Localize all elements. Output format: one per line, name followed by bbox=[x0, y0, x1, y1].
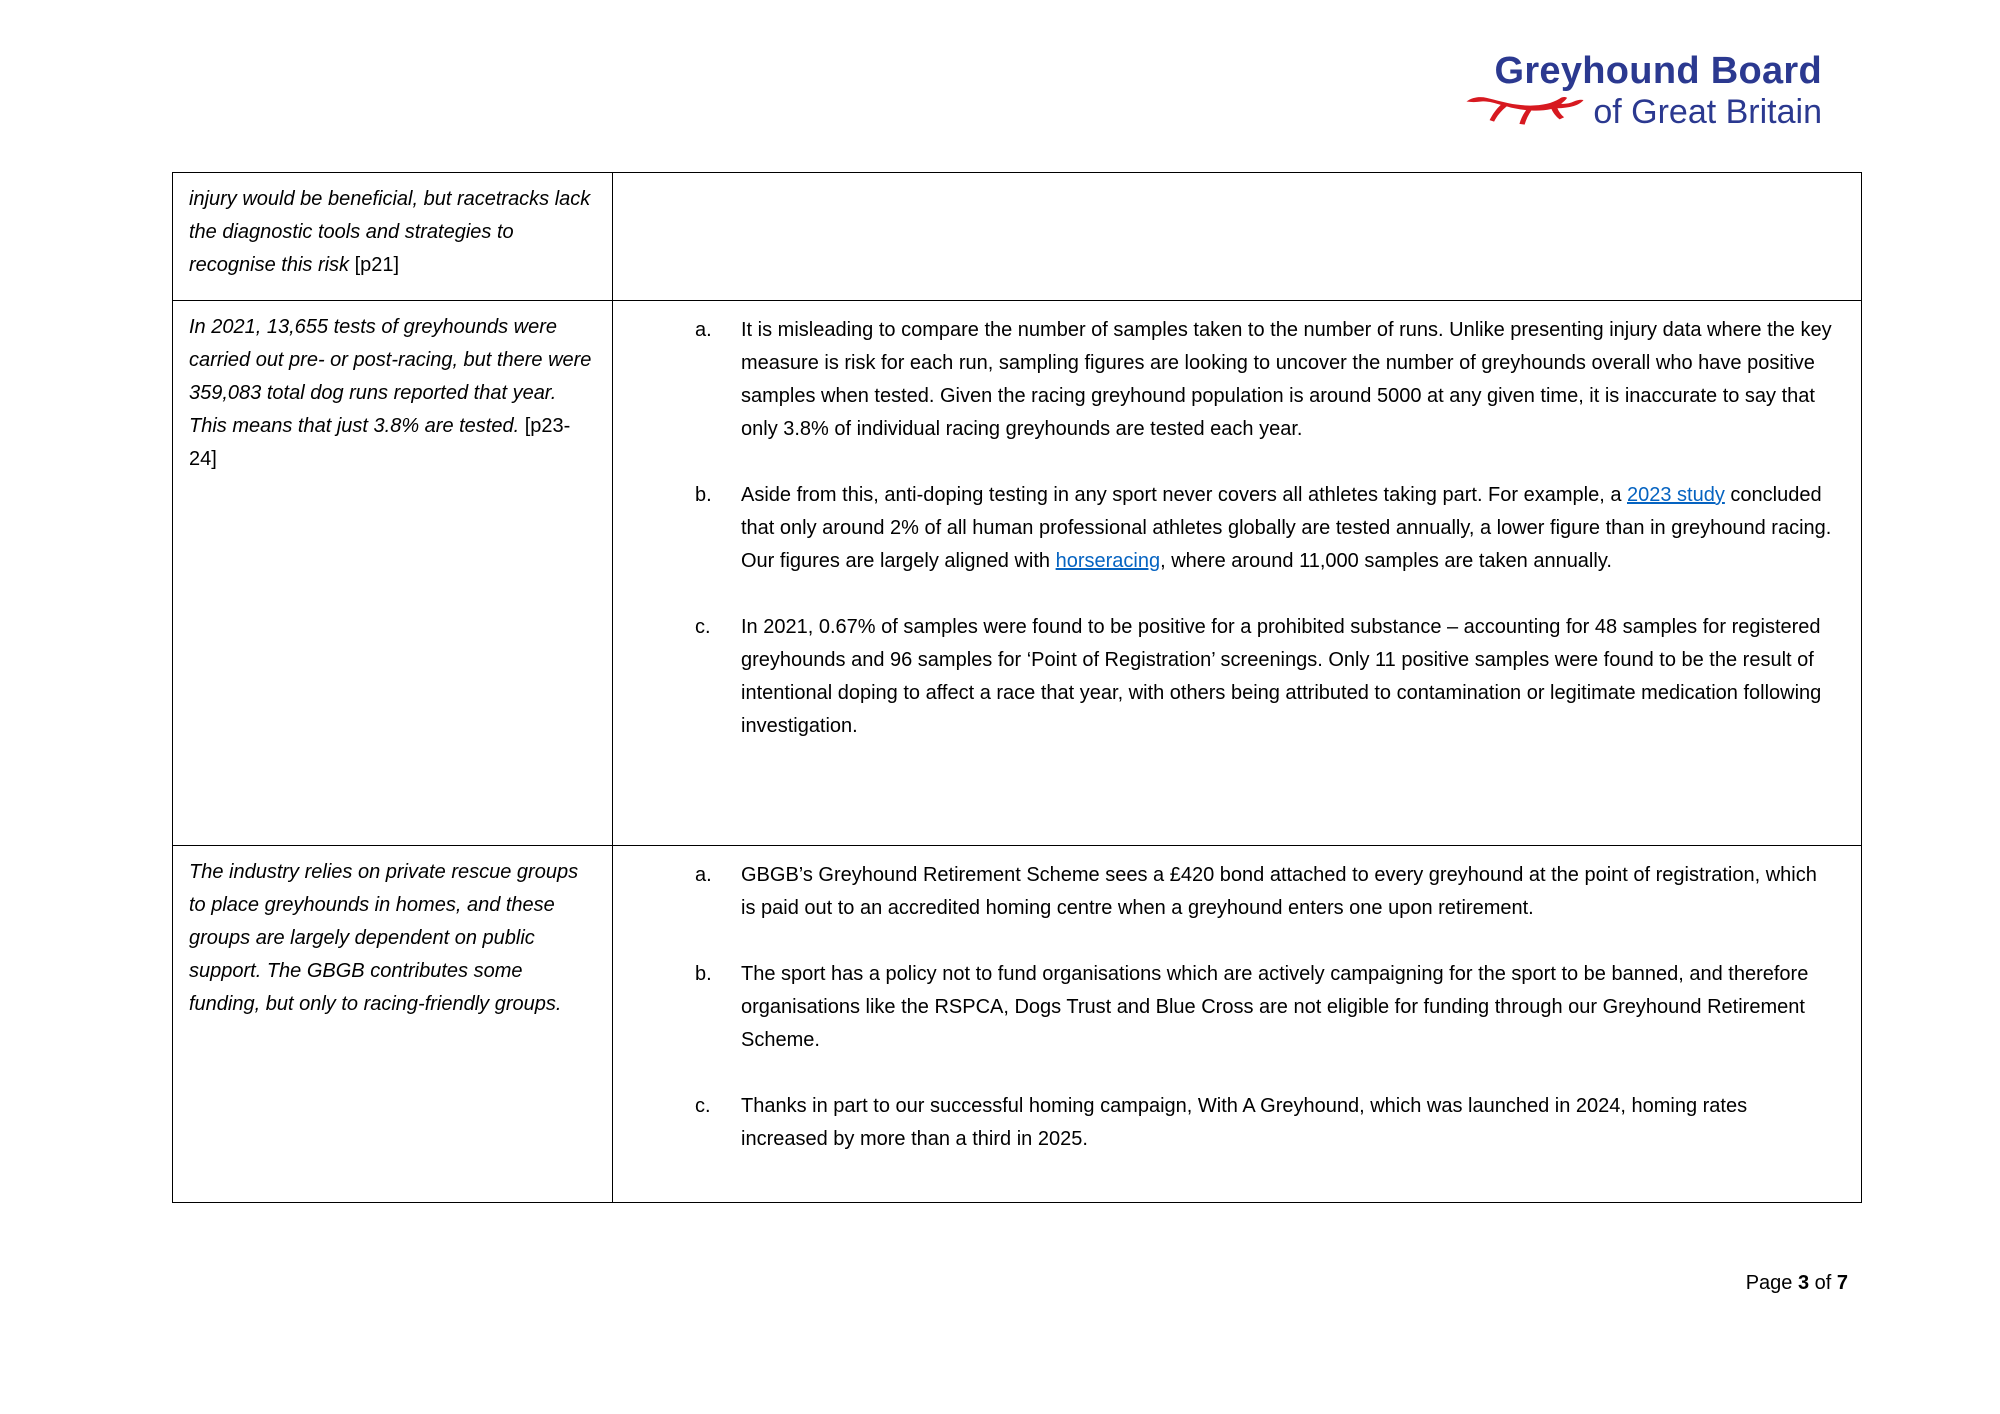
response-text-segment: The sport has a policy not to fund organisations which are actively campaigning for the sport to be banned, and therefore organisations like the RSPCA, Dogs Trust and Blue Cross are not eligible for funding through our Greyhound Retirement Scheme. bbox=[741, 963, 1809, 1051]
page-number-total: 7 bbox=[1836, 1272, 1848, 1294]
page-footer bbox=[1746, 1272, 1848, 1295]
response-item-label: c. bbox=[695, 1095, 711, 1117]
response-item-label: b. bbox=[695, 484, 712, 506]
response-text-segment: concluded that only around 2% of all human professional athletes globally are tested annually, a lower figure than in greyhound racing. Our figures are largely aligned with bbox=[741, 484, 1832, 572]
response-item bbox=[695, 859, 1833, 925]
page-number-current: 3 bbox=[1797, 1272, 1810, 1294]
greyhound-icon-path bbox=[1467, 97, 1584, 125]
claim-cell bbox=[173, 301, 613, 846]
response-cell bbox=[613, 301, 1862, 846]
response-item-text bbox=[741, 611, 1833, 743]
response-item-text bbox=[741, 859, 1833, 925]
response-text-segment: It is misleading to compare the number of samples taken to the number of runs. Unlike presenting injury data where the key measure is risk for each run, sampling figures are looking to uncover the number of greyhounds overall who have positive samples when tested. Given the racing greyhound population is around 5000 at any given time, it is inaccurate to say that only 3.8% of individual racing greyhounds are tested each year. bbox=[741, 319, 1832, 440]
response-cell bbox=[613, 173, 1862, 301]
page-number-middle: of bbox=[1809, 1272, 1837, 1294]
hyperlink[interactable]: 2023 study bbox=[1627, 484, 1725, 506]
response-text-segment: Thanks in part to our successful homing campaign, With A Greyhound, which was launched in 2024, homing rates increased by more than a third in 2025. bbox=[741, 1095, 1748, 1150]
response-text-segment: In 2021, 0.67% of samples were found to be positive for a prohibited substance – accounting for 48 samples for registered greyhounds and 96 samples for ‘Point of Registration’ screenings. Only 11 positive samples were found to be the result of intentional doping to affect a race that year, with others being attributed to contamination or legitimate medication following investigation. bbox=[741, 616, 1822, 737]
response-cell bbox=[613, 846, 1862, 1203]
claim-cell bbox=[173, 846, 613, 1203]
hyperlink[interactable]: horseracing bbox=[1055, 550, 1161, 572]
response-item-text bbox=[741, 1090, 1833, 1156]
gbgb-logo bbox=[1465, 50, 1822, 132]
logo-subtitle: of Great Britain bbox=[1593, 93, 1822, 131]
response-item bbox=[695, 611, 1833, 743]
claim-text-segment: injury would be beneficial, but racetracks lack the diagnostic tools and strategies to recognise this risk bbox=[189, 188, 591, 276]
response-item bbox=[695, 314, 1833, 446]
response-item bbox=[695, 479, 1833, 578]
claim-text bbox=[189, 183, 596, 282]
logo-title: Greyhound Board bbox=[1494, 50, 1822, 92]
response-item-text bbox=[741, 958, 1833, 1057]
claim-page-ref: [p21] bbox=[354, 254, 400, 276]
greyhound-icon bbox=[1465, 91, 1585, 127]
response-item bbox=[695, 1090, 1833, 1156]
claim-text bbox=[189, 311, 596, 476]
response-item bbox=[695, 958, 1833, 1057]
claims-responses-table bbox=[172, 172, 1862, 1203]
claims-table-body bbox=[173, 173, 1862, 1203]
table-row bbox=[173, 301, 1862, 846]
table-row bbox=[173, 846, 1862, 1203]
claim-text bbox=[189, 856, 596, 1021]
claim-cell bbox=[173, 173, 613, 301]
response-text-segment: GBGB’s Greyhound Retirement Scheme sees a £420 bond attached to every greyhound at the point of registration, which is paid out to an accredited homing centre when a greyhound enters one upon retirement. bbox=[741, 864, 1817, 919]
response-item-label: b. bbox=[695, 963, 712, 985]
response-text-segment: Aside from this, anti-doping testing in any sport never covers all athletes taking part. For example, a bbox=[741, 484, 1627, 506]
table-row bbox=[173, 173, 1862, 301]
response-text-segment: , where around 11,000 samples are taken annually. bbox=[1160, 550, 1612, 572]
response-item-text bbox=[741, 479, 1833, 578]
claim-page-ref: [p23-24] bbox=[189, 415, 571, 470]
response-item-label: a. bbox=[695, 864, 712, 886]
claim-text-segment: The industry relies on private rescue groups to place greyhounds in homes, and these groups are largely dependent on public support. The GBGB contributes some funding, but only to racing-friendly groups. bbox=[189, 861, 579, 1015]
response-item-label: c. bbox=[695, 616, 711, 638]
response-item-text bbox=[741, 314, 1833, 446]
claim-text-segment: In 2021, 13,655 tests of greyhounds were carried out pre- or post-racing, but there were 359,083 total dog runs reported that year. This means that just 3.8% are tested. bbox=[189, 316, 592, 437]
response-item-label: a. bbox=[695, 319, 712, 341]
page-number-prefix: Page bbox=[1745, 1272, 1798, 1294]
